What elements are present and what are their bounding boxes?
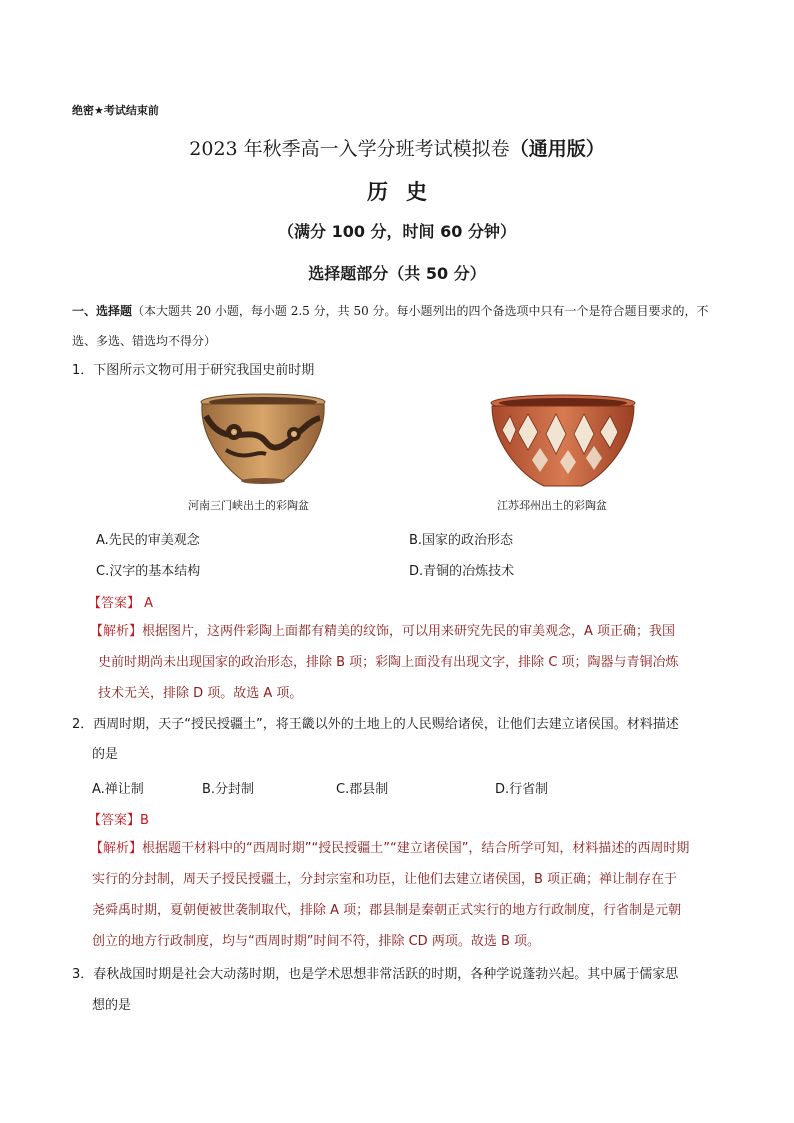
question-3-stem-line-1: 3．春秋战国时期是社会大动荡时期，也是学术思想非常活跃的时期，各种学说蓬勃兴起。其中属于儒家思 bbox=[72, 967, 679, 982]
q2-explanation-line-3: 尧舜禹时期，夏朝便被世袭制取代，排除 A 项；郡县制是秦朝正式实行的地方行政制度，行省制是元朝 bbox=[92, 903, 682, 918]
q1-option-c: C.汉字的基本结构 bbox=[96, 564, 201, 579]
question-1-stem: 1．下图所示文物可用于研究我国史前时期 bbox=[72, 363, 315, 378]
q2-answer-label: 【答案】 bbox=[88, 813, 141, 828]
image-caption-left: 河南三门峡出土的彩陶盆 bbox=[188, 499, 309, 512]
q2-explanation-label: 【解析】 bbox=[90, 841, 143, 856]
instructions-label: 一、选择题 bbox=[72, 304, 133, 318]
exam-title-main: 2023 年秋季高一入学分班考试模拟卷 bbox=[189, 138, 510, 160]
subject-heading: 历史 bbox=[367, 180, 445, 204]
q1-option-b: B.国家的政治形态 bbox=[409, 533, 514, 548]
q2-explanation-line-4: 创立的地方行政制度，均与“西周时期”时间不符，排除 CD 两项。故选 B 项。 bbox=[92, 934, 541, 949]
q1-explanation-line-2: 史前时期尚未出现国家的政治形态，排除 B 项；彩陶上面没有出现文字，排除 C 项；陶器与青铜冶炼 bbox=[98, 655, 679, 670]
exam-title bbox=[0, 134, 794, 161]
q1-answer bbox=[88, 592, 153, 611]
q2-option-b: B.分封制 bbox=[202, 782, 255, 797]
q2-answer bbox=[88, 809, 149, 828]
question-2-stem-line-2: 的是 bbox=[92, 747, 119, 762]
q2-explanation-line-2: 实行的分封制，周天子授民授疆土，分封宗室和功臣，让他们去建立诸侯国，B 项正确；禅让制存在于 bbox=[92, 872, 678, 887]
section-heading: 选择题部分（共 50 分） bbox=[308, 264, 486, 283]
q2-option-c: C.郡县制 bbox=[336, 782, 389, 797]
q1-option-d: D.青铜的冶炼技术 bbox=[409, 564, 515, 579]
pottery-image-pizhou bbox=[488, 394, 638, 492]
q2-explanation-line-1: 根据题干材料中的“西周时期”“授民授疆土”“建立诸侯国”，结合所学可知，材料描述的西周时期 bbox=[142, 841, 690, 856]
question-2-stem-line-1: 2．西周时期，天子“授民授疆土”，将王畿以外的土地上的人民赐给诸侯，让他们去建立诸侯国。材料描述 bbox=[72, 717, 679, 732]
instructions bbox=[72, 296, 722, 356]
pottery-image-sanmenxia bbox=[196, 392, 331, 492]
q1-answer-value: A bbox=[144, 596, 154, 611]
q1-explanation-line-3: 技术无关，排除 D 项。故选 A 项。 bbox=[98, 686, 303, 701]
confidential-label: 绝密★考试结束前 bbox=[72, 104, 159, 117]
instructions-text: （本大题共 20 小题，每小题 2.5 分，共 50 分。每小题列出的四个备选项中只有一个是符合题目要求的，不选、多选、错选均不得分） bbox=[72, 304, 709, 348]
question-3-stem-line-2: 想的是 bbox=[92, 998, 132, 1013]
score-time-note: （满分 100 分，时间 60 分钟） bbox=[278, 222, 516, 241]
exam-title-suffix: （通用版） bbox=[509, 138, 605, 160]
q1-explanation bbox=[90, 616, 730, 709]
q2-answer-value: B bbox=[140, 813, 149, 828]
q1-answer-label: 【答案】 bbox=[88, 596, 141, 611]
image-caption-right: 江苏邳州出土的彩陶盆 bbox=[497, 499, 607, 512]
q2-option-a: A.禅让制 bbox=[92, 782, 144, 797]
q1-explanation-line-1: 根据图片，这两件彩陶上面都有精美的纹饰，可以用来研究先民的审美观念，A 项正确；我国 bbox=[142, 624, 676, 639]
q2-option-d: D.行省制 bbox=[495, 782, 549, 797]
q2-explanation bbox=[90, 833, 730, 957]
q1-option-a: A.先民的审美观念 bbox=[96, 533, 200, 548]
q1-explanation-label: 【解析】 bbox=[90, 624, 143, 639]
